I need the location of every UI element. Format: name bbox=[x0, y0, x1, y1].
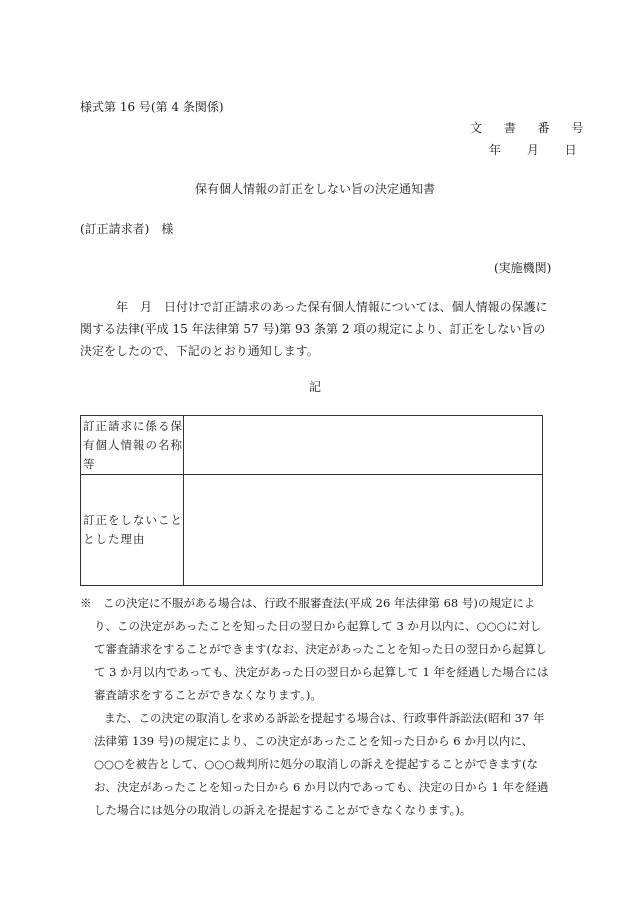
table-row bbox=[81, 416, 543, 475]
table-row bbox=[81, 475, 543, 586]
recipient-line: (訂正請求者) 様 bbox=[80, 222, 174, 236]
appeal-note: ※ この決定に不服がある場合は、行政不服審査法(平成 26 年法律第 68 号)の規定により、この決定があったことを知った日の翌日から起算して 3 か月以内に、○○○に対して審査請求をすることができます(なお、決定があったことを知った日の翌日から起算して 3 か月以内であっても、決定があった日の翌日から起算して 1 年を経過した場合には審査請求をすることができなくなります。)。 bbox=[80, 596, 549, 702]
notes-section bbox=[80, 592, 552, 822]
document-title: 保有個人情報の訂正をしない旨の決定通知書 bbox=[194, 182, 435, 196]
body-text: 年 月 日付けで訂正請求のあった保有個人情報については、個人情報の保護に関する法律(平成 15 年法律第 57 号)第 93 条第 2 項の規定により、訂正をしない旨の決定をしたので、下記のとおり通知します。 bbox=[80, 300, 548, 358]
detail-table bbox=[80, 415, 543, 586]
agency-label: (実施機関) bbox=[494, 261, 552, 275]
ki-heading: 記 bbox=[308, 380, 321, 394]
lawsuit-note: また、この決定の取消しを求める訴訟を提起する場合は、行政事件訴訟法(昭和 37 年法律第 139 号)の規定により、この決定があったことを知った日から 6 か月以内に、○○○を被告として、○○○裁判所に処分の取消しの訴えを提起することができます(なお、決定があったことを知った日から 6 か月以内であっても、決定の日から 1 年を経過した場合には処分の取消しの訴えを提起することができなくなります。)。 bbox=[94, 711, 549, 817]
document-date-label: 年 月 日 bbox=[489, 143, 588, 157]
form-number: 様式第 16 号(第 4 条関係) bbox=[80, 100, 224, 114]
reason-value bbox=[184, 475, 543, 586]
body-paragraph bbox=[80, 296, 550, 362]
personal-info-name-label: 訂正請求に係る保有個人情報の名称等 bbox=[81, 416, 184, 475]
personal-info-name-value bbox=[184, 416, 543, 475]
document-number-label: 文 書 番 号 bbox=[470, 121, 593, 135]
reason-label: 訂正をしないこととした理由 bbox=[81, 475, 184, 586]
